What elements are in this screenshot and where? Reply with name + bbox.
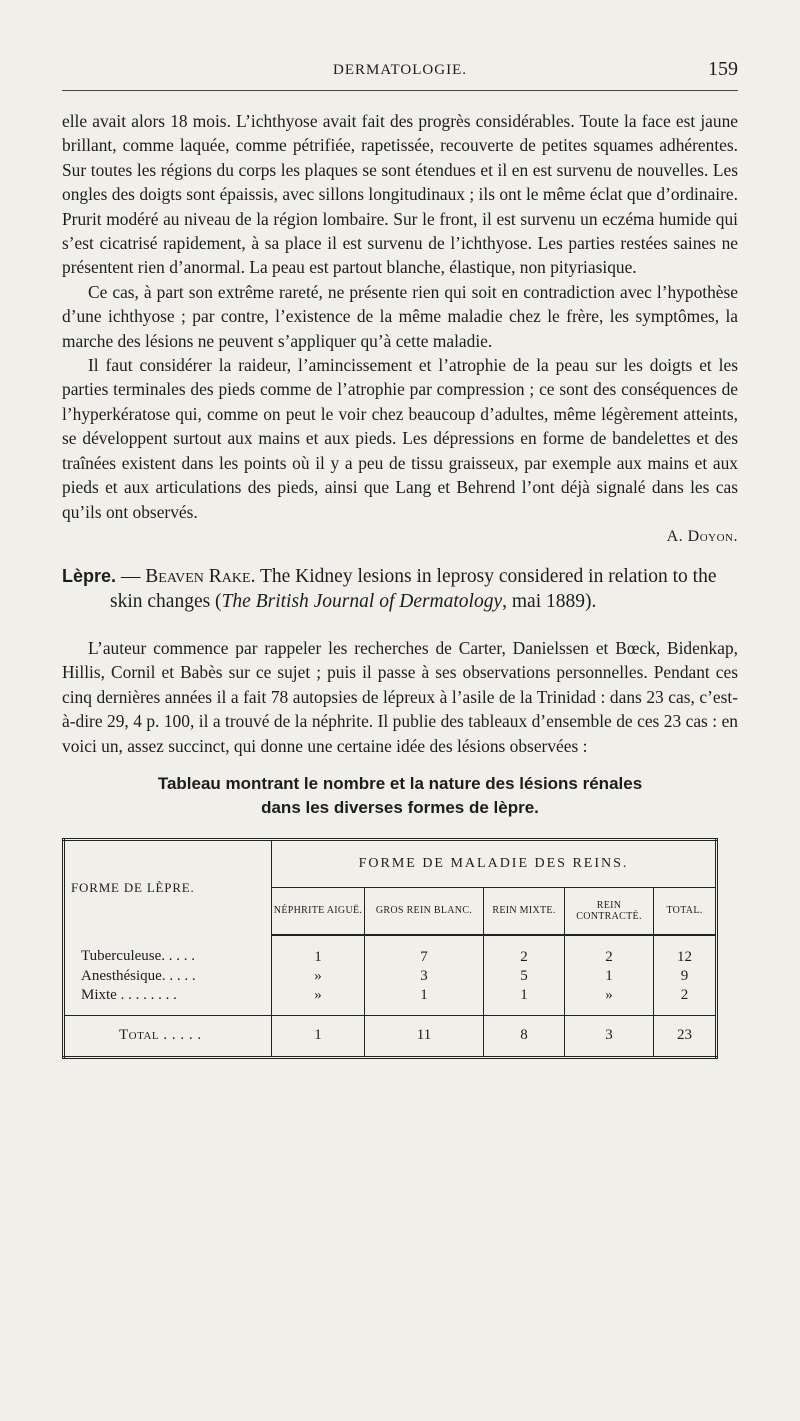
lesions-table (62, 838, 718, 1059)
table-cell: 9 (680, 967, 689, 984)
paragraph-atrophy: Il faut considérer la raideur, l’amincissement et l’atrophie de la peau sur les doigts et les parties terminales des pieds comme de l’atrophie par compression ; ce sont des conséquences de l’hyperkératose qui, comme on peut le voir chez beaucoup d’adultes, même légèrement atteints, se développent surtout aux mains et aux pieds. Les dépressions en forme de bandelettes et des traînées existent dans les points où il y a peu de tissu graisseux, par exemple aux mains et aux pieds et aux articulations des pieds, ainsi que Lang et Behrend l’ont déjà signalé dans les cas qu’ils ont observés. (62, 355, 738, 522)
review-entry-heading (62, 564, 738, 614)
table-cell: 2 (484, 935, 565, 967)
entry-journal: The British Journal of Dermatology (221, 590, 503, 612)
group-header-forme-de-maladie: FORME DE MALADIE DES REINS. (272, 839, 717, 887)
table-cell: 2 (565, 935, 654, 967)
table-cell: 12 (677, 948, 692, 965)
table-cell: 1 (484, 986, 565, 1016)
author-signature: A. Doyon. (666, 527, 738, 545)
table-cell: » (272, 967, 365, 986)
running-title: DERMATOLOGIE. (333, 62, 467, 78)
table-cell: 3 (365, 967, 484, 986)
table-total-row (64, 1015, 717, 1057)
table-cell: 5 (484, 967, 565, 986)
entry-dash: — (116, 565, 146, 587)
table-cell: 1 (272, 935, 365, 967)
column-header-gros-rein-blanc: GROS REIN BLANC. (365, 887, 484, 935)
total-cell: 1 (272, 1015, 365, 1057)
document-page (62, 52, 738, 1059)
table-row (64, 935, 717, 967)
total-cell: 3 (565, 1015, 654, 1057)
running-header (62, 52, 738, 88)
row-label-anesthesique: Anesthésique. . . . . (64, 967, 272, 986)
table-title-line-1: Tableau montrant le nombre et la nature des lésions rénales (157, 773, 643, 793)
table-header-row-group (64, 839, 717, 887)
table-cell: » (565, 986, 654, 1016)
table-cell: 1 (365, 986, 484, 1016)
table-row (64, 986, 717, 1016)
column-header-rein-mixte: REIN MIXTE. (484, 887, 565, 935)
table-title (62, 772, 738, 820)
column-header-nephrite-aigue: NÉPHRITE AIGUË. (272, 887, 365, 935)
total-cell: 23 (654, 1015, 717, 1057)
table-cell: 7 (365, 935, 484, 967)
entry-author: Beaven Rake (145, 565, 251, 587)
column-header-total: TOTAL. (654, 887, 717, 935)
page-number: 159 (708, 58, 738, 80)
paragraph-discussion: Ce cas, à part son extrême rareté, ne présente rien qui soit en contradiction avec l’hypothèse d’une ichthyose ; par contre, l’existence de la même maladie chez le frère, les symptômes, la marche des lésions ne peuvent s’appliquer qu’à cette maladie. (62, 281, 738, 351)
table-cell: » (272, 986, 365, 1016)
row-label-mixte: Mixte . . . . . . . . (64, 986, 272, 1016)
row-header-forme-de-lepre: FORME DE LÈPRE. (64, 839, 272, 935)
table-cell: 1 (565, 967, 654, 986)
entry-date: , mai 1889). (502, 590, 597, 612)
header-rule (62, 90, 738, 91)
row-label-total: Total . . . . . (64, 1015, 272, 1057)
entry-title: . The Kidney lesions in leprosy considered in relation to the skin changes ( (110, 565, 717, 612)
total-cell: 8 (484, 1015, 565, 1057)
row-label-tuberculeuse: Tuberculeuse. . . . . (64, 935, 272, 967)
table-cell: 2 (680, 986, 689, 1003)
total-cell: 11 (365, 1015, 484, 1057)
table-title-line-2: dans les diverses formes de lèpre. (261, 797, 539, 817)
paragraph-continuation: elle avait alors 18 mois. L’ichthyose avait fait des progrès considérables. Toute la face est jaune brillant, comme laquée, comme pétrifiée, rapetissée, recouverte de petites squames adhérentes. Sur toutes les régions du corps les plaques se sont étendues et il en est survenu de nouvelles. Les ongles des doigts sont épaissis, avec sillons longitudinaux ; ils ont le même éclat que d’ordinaire. Prurit modéré au niveau de la région lombaire. Sur le front, il est survenu un eczéma humide qui s’est cicatrisé rapidement, à sa place il est survenu de l’ichthyose. Les parties restées saines ne présentent rien d’anormal. La peau est partout blanche, élastique, non pityriasique. (62, 111, 738, 278)
entry-subject: Lèpre. (62, 565, 117, 586)
table-row (64, 967, 717, 986)
paragraph-summary: L’auteur commence par rappeler les recherches de Carter, Danielssen et Bœck, Bidenkap, Hillis, Cornil et Babès sur ce sujet ; puis il passe à ses observations personnelles. Pendant ces cinq dernières années il a fait 78 autopsies de lépreux à l’asile de la Trinidad : dans 23 cas, c’est-à-dire 29, 4 p. 100, il a trouvé de la néphrite. Il publie des tableaux d’ensemble de ces 23 cas : en voici un, assez succinct, qui donne une certaine idée des lésions observées : (62, 637, 738, 756)
column-header-rein-contracte: REIN CONTRACTÉ. (565, 887, 654, 935)
